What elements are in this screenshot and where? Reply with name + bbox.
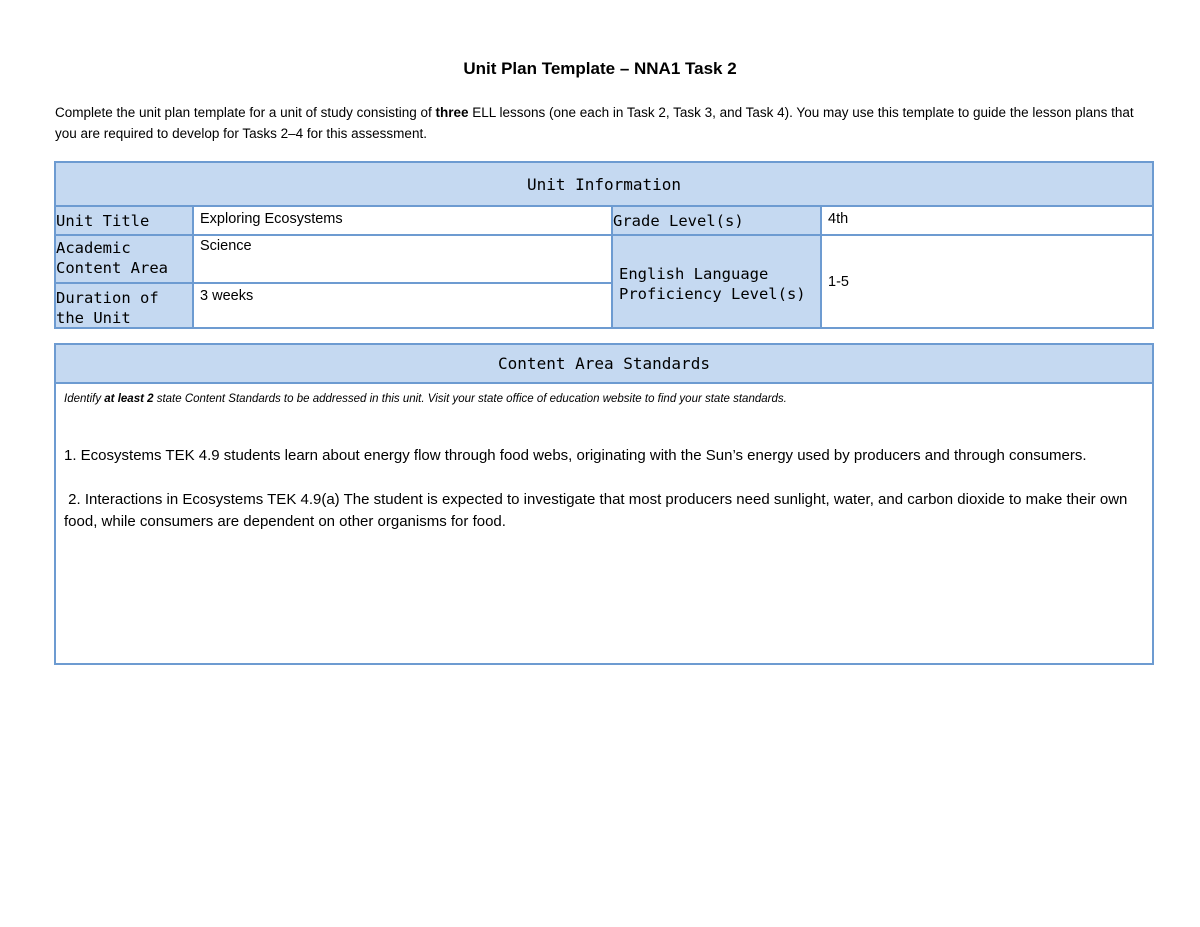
- unit-title-value[interactable]: Exploring Ecosystems: [192, 205, 611, 234]
- unit-title-label: Unit Title: [56, 205, 192, 234]
- content-standards-table: [54, 343, 1154, 665]
- duration-label: Duration of the Unit: [56, 282, 192, 327]
- standards-instruction: [64, 393, 787, 405]
- hint-text-2: state Content Standards to be addressed in this unit. Visit your state office of education website to find your state standards.: [153, 393, 787, 405]
- grade-level-value[interactable]: 4th: [820, 205, 1152, 234]
- hint-text-1: Identify: [64, 393, 105, 405]
- academic-content-area-label: Academic Content Area: [56, 234, 192, 282]
- unit-information-table: [54, 161, 1154, 329]
- standards-list[interactable]: [64, 445, 1134, 555]
- content-standards-header: Content Area Standards: [56, 345, 1152, 384]
- duration-value[interactable]: 3 weeks: [192, 282, 611, 327]
- standard-item-2: 2. Interactions in Ecosystems TEK 4.9(a) The student is expected to investigate that most producers need sunlight, water, and carbon dioxide to make their own food, while consumers are dependent on other organisms for food.: [64, 491, 1132, 530]
- intro-bold-three: three: [435, 105, 469, 120]
- standard-item-1: 1. Ecosystems TEK 4.9 students learn about energy flow through food webs, originating with the Sun’s energy used by producers and through consumers.: [64, 447, 1087, 464]
- english-proficiency-label: English Language Proficiency Level(s): [611, 234, 820, 327]
- english-proficiency-value[interactable]: 1-5: [820, 234, 1152, 327]
- hint-bold: at least 2: [104, 393, 154, 405]
- intro-text-1: Complete the unit plan template for a unit of study consisting of: [55, 105, 436, 120]
- page-title: Unit Plan Template – NNA1 Task 2: [463, 59, 737, 78]
- intro-text-2: ELL lessons (one each in Task 2, Task 3, and Task 4). You may use this template to guide the lesson plans that you are required to develop for Tasks 2–4 for this assessment.: [55, 105, 1134, 141]
- unit-information-header: Unit Information: [56, 163, 1152, 205]
- academic-content-area-value[interactable]: Science: [192, 234, 611, 282]
- grade-level-label: Grade Level(s): [611, 205, 820, 234]
- intro-paragraph: [55, 102, 1155, 144]
